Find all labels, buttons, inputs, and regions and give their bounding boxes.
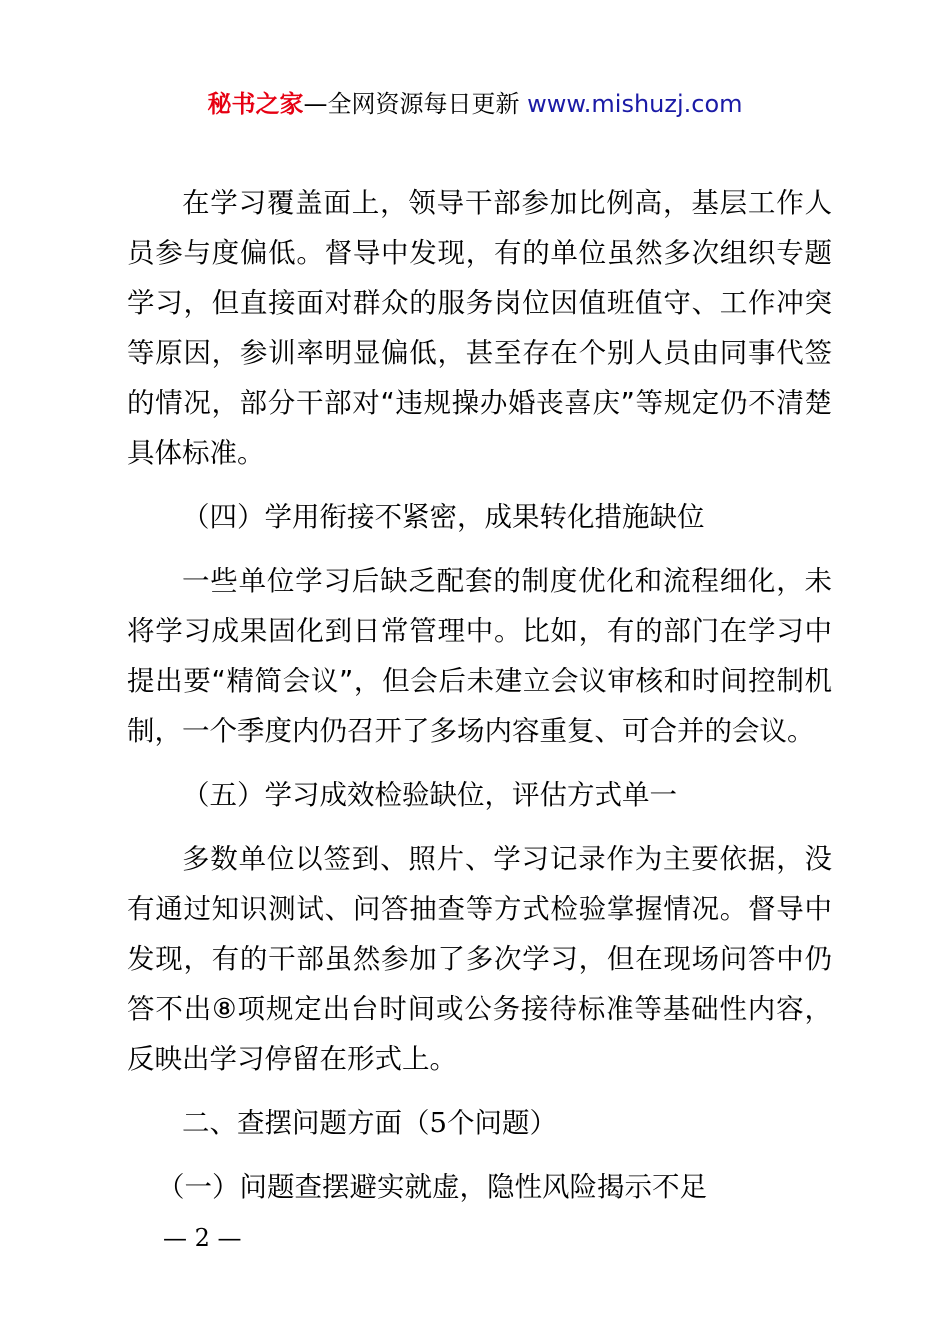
paragraph-coverage: 在学习覆盖面上，领导干部参加比例高，基层工作人员参与度偏低。督导中发现，有的单位虽然多次组织专题学习，但直接面对群众的服务岗位因值班值守、工作冲突等原因，参训率明显偏低，甚至存在个别人员由同事代签的情况，部分干部对“违规操办婚丧喜庆”等规定仍不清楚具体标准。 [127,187,832,469]
heading-part-2: 二、查摆问题方面（5个问题） [182,1107,557,1139]
site-banner [0,86,950,122]
heading-subsection-1: （一）问题查摆避实就虚，隐性风险揭示不足 [157,1171,707,1203]
site-url-link[interactable]: www.mishuzj.com [527,90,743,118]
document-body [127,178,832,1212]
heading-section-5: （五）学习成效检验缺位，评估方式单一 [182,779,677,811]
heading-section-4: （四）学用衔接不紧密，成果转化措施缺位 [182,501,705,533]
paragraph-evaluation: 多数单位以签到、照片、学习记录作为主要依据，没有通过知识测试、问答抽查等方式检验掌握情况。督导中发现，有的干部虽然参加了多次学习，但在现场问答中仍答不出⑧项规定出台时间或公务接待标准等基础性内容，反映出学习停留在形式上。 [127,843,832,1075]
banner-tagline: —全网资源每日更新 [303,90,528,118]
page-number: — 2 — [163,1224,242,1252]
brand-name: 秘书之家 [207,90,304,118]
paragraph-application: 一些单位学习后缺乏配套的制度优化和流程细化，未将学习成果固化到日常管理中。比如，有的部门在学习中提出要“精简会议”，但会后未建立会议审核和时间控制机制，一个季度内仍召开了多场内容重复、可合并的会议。 [127,565,832,747]
